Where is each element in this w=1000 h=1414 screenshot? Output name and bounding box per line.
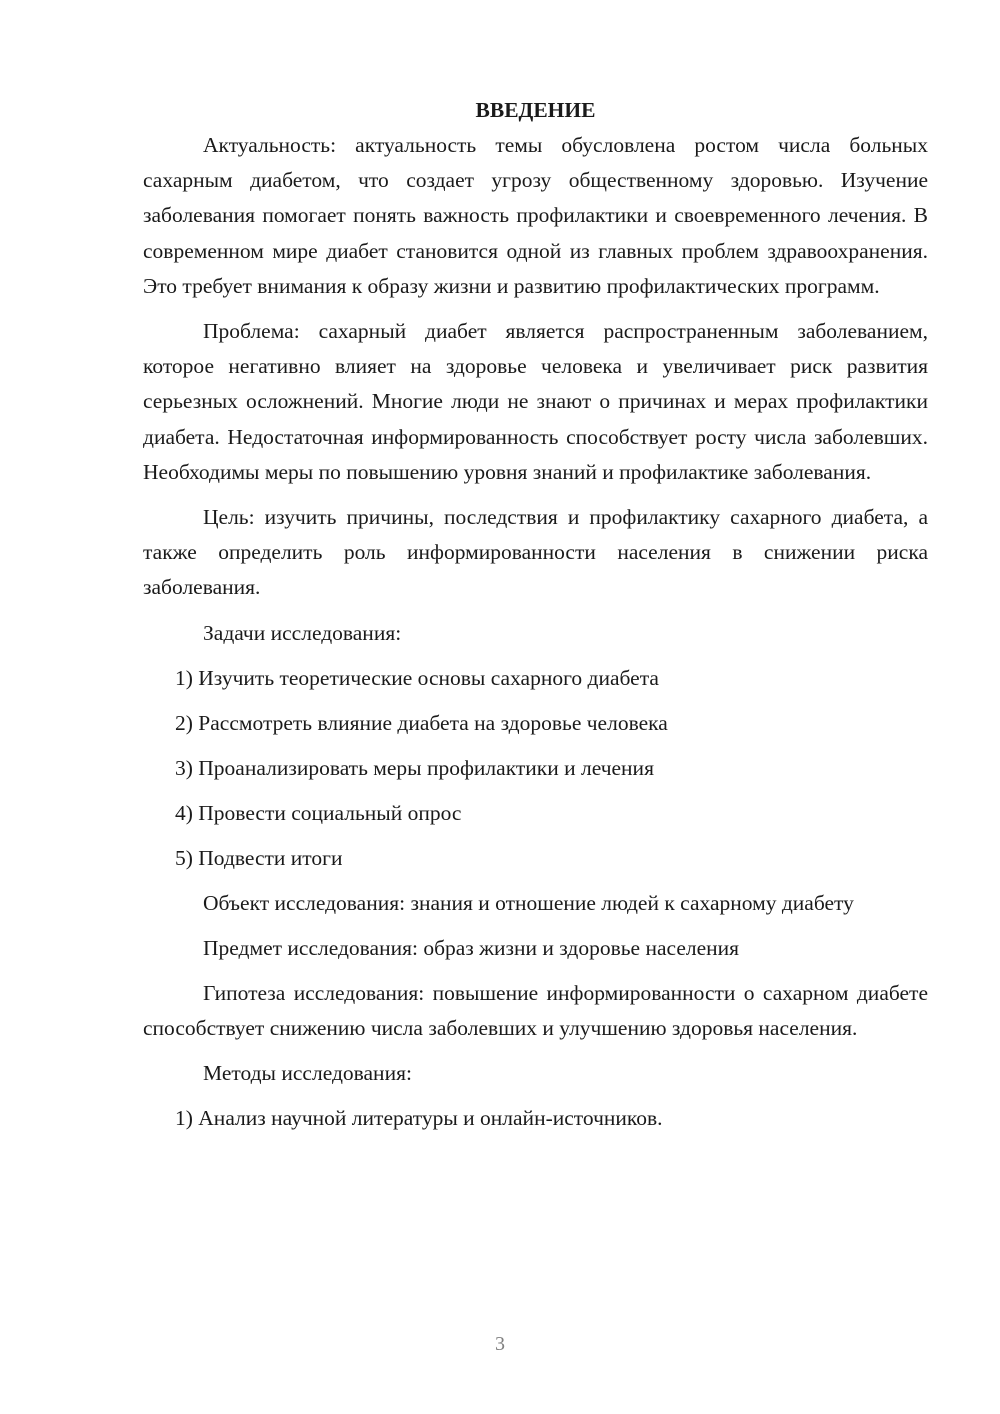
task-item-5: 5) Подвести итоги [175, 845, 343, 870]
tasks-heading: Задачи исследования: [203, 620, 402, 645]
object-paragraph: Объект исследования: знания и отношение людей к сахарному диабету [203, 890, 854, 915]
section-title: ВВЕДЕНИЕ [475, 98, 596, 122]
task-item-3: 3) Проанализировать меры профилактики и лечения [175, 755, 654, 780]
goal-paragraph: Цель: изучить причины, последствия и профилактику сахарного диабета, а также определить роль информированности населения в снижении риска заболевания. [143, 505, 928, 600]
document-page [143, 92, 928, 1136]
task-item-4: 4) Провести социальный опрос [175, 800, 462, 825]
task-item-2: 2) Рассмотреть влияние диабета на здоровье человека [175, 710, 668, 735]
problem-paragraph: Проблема: сахарный диабет является распространенным заболеванием, которое негативно влияет на здоровье человека и увеличивает риск развития серьезных осложнений. Многие люди не знают о причинах и мерах профилактики диабета. Недостаточная информированность способствует росту числа заболевших. Необходимы меры по повышению уровня знаний и профилактике заболевания. [143, 319, 928, 484]
task-item-1: 1) Изучить теоретические основы сахарного диабета [175, 665, 659, 690]
subject-paragraph: Предмет исследования: образ жизни и здоровье населения [203, 935, 740, 960]
methods-heading: Методы исследования: [203, 1061, 412, 1086]
hypothesis-paragraph: Гипотеза исследования: повышение информированности о сахарном диабете способствует снижению числа заболевших и улучшению здоровья населения. [143, 980, 928, 1041]
method-item-1: 1) Анализ научной литературы и онлайн-источников. [175, 1106, 663, 1131]
page-number: 3 [495, 1333, 505, 1355]
relevance-paragraph: Актуальность: актуальность темы обусловлена ростом числа больных сахарным диабетом, что создает угрозу общественному здоровью. Изучение заболевания помогает понять важность профилактики и своевременного лечения. В современном мире диабет становится одной из главных проблем здравоохранения. Это требует внимания к образу жизни и развитию профилактических программ. [143, 133, 928, 298]
